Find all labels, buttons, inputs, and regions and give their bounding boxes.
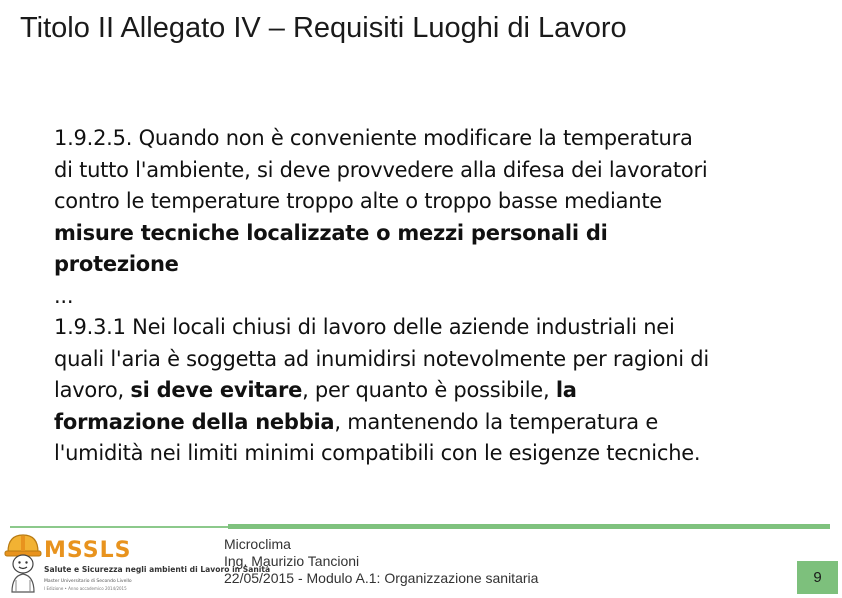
text-line [54, 438, 789, 470]
content-box [30, 108, 800, 466]
footer-divider [228, 524, 830, 529]
slide-title: Titolo II Allegato IV – Requisiti Luoghi di Lavoro [20, 12, 627, 44]
footer-info [224, 536, 538, 587]
logo-brand-text: MSSLS [44, 538, 132, 563]
text-span: 1.9.2.5. Quando non è conveniente modificare la temperatura [54, 126, 693, 150]
footer-divider-left [10, 526, 228, 528]
text-span: 1.9.3.1 Nei locali chiusi di lavoro delle aziende industriali nei [54, 315, 675, 339]
logo-subline-text: Master Universitario di Secondo Livello [44, 579, 132, 584]
page-number: 9 [813, 569, 822, 586]
text-span: quali l'aria è soggetta ad inumidirsi notevolmente per ragioni di [54, 346, 709, 371]
bold-text: misure tecniche localizzate o mezzi personali di [54, 220, 608, 245]
logo-edition-text: I Edizione • Anno accademico 2014/2015 [44, 586, 127, 591]
text-line [54, 123, 789, 155]
bold-text: protezione [54, 252, 179, 276]
text-line [54, 249, 789, 281]
text-line [54, 312, 789, 344]
footer-author: Ing. Maurizio Tancioni [224, 553, 360, 569]
page-number-box [797, 561, 838, 594]
text-span: di tutto l'ambiente, si deve provvedere alla difesa dei lavoratori [54, 157, 708, 182]
bold-text: la [555, 378, 577, 402]
text-line [54, 281, 789, 313]
text-line [54, 375, 789, 407]
footer-topic: Microclima [224, 536, 291, 552]
text-span: lavoro, [54, 378, 131, 402]
text-line [54, 407, 789, 439]
text-line [54, 344, 789, 376]
footer-date-module: 22/05/2015 - Modulo A.1: Organizzazione sanitaria [224, 570, 539, 586]
logo-tagline-text: Salute e Sicurezza negli ambienti di Lavoro in Sanità [44, 565, 271, 574]
text-span: , per quanto è possibile, [302, 378, 556, 402]
regulation-text [54, 123, 789, 470]
text-line [54, 218, 789, 250]
text-span: l'umidità nei limiti minimi compatibili con le esigenze tecniche. [54, 441, 701, 465]
bold-text: formazione della nebbia [54, 409, 335, 434]
ellipsis: ... [54, 283, 74, 308]
text-span: contro le temperature troppo alte o troppo basse mediante [54, 189, 662, 213]
text-line [54, 155, 789, 187]
bold-text: si deve evitare [130, 378, 303, 402]
text-span: , mantenendo la temperatura e [334, 409, 659, 434]
text-line [54, 186, 789, 218]
